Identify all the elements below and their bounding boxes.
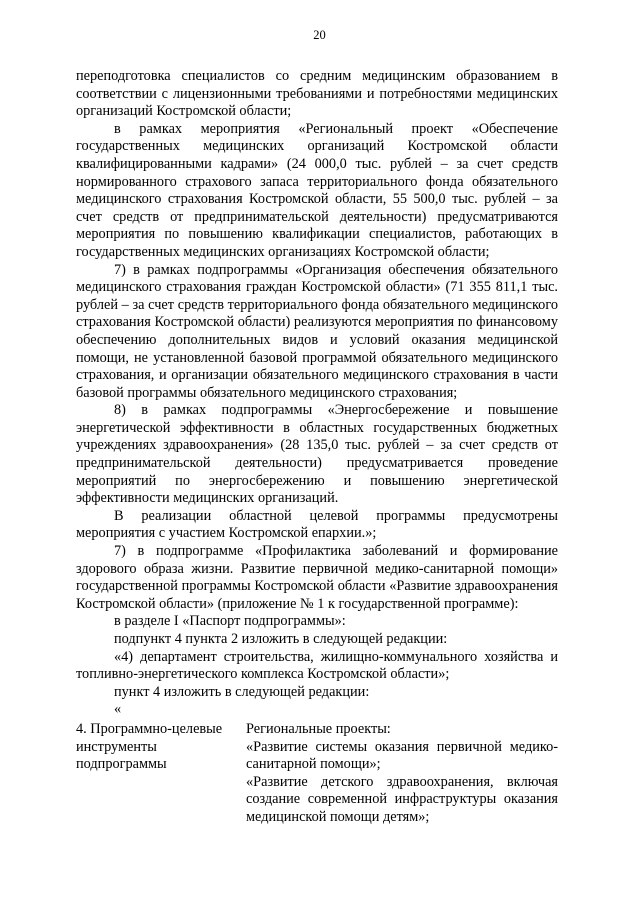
page-number: 20: [313, 28, 326, 42]
paragraph: 8) в рамках подпрограммы «Энергосбережение и повышение энергетической эффективности в областных государственных бюджетных учреждениях здравоохранения» (28 135,0 тыс. рублей – за счет средств от предпринимательской деятельности) предусматривается проведение мероприятий по энергосбережению и повышению энергетической эффективности медицинских организаций.: [76, 402, 558, 507]
table-cell-label: 4. Программно-целевые инструменты подпрограммы: [76, 720, 223, 773]
paragraph: 7) в подпрограмме «Профилактика заболеваний и формирование здорового образа жизни. Развитие первичной медико-санитарной помощи» государственной программы Костромской области «Развитие здравоохранения Костромской области» (приложение № 1 к государственной программе):: [76, 543, 558, 612]
paragraph: в разделе I «Паспорт подпрограммы»:: [114, 613, 346, 630]
document-body: [76, 68, 558, 827]
table-line: «Развитие системы оказания первичной медико-санитарной помощи»;: [246, 738, 558, 773]
paragraph: переподготовка специалистов со средним медицинским образованием в соответствии с лицензионными требованиями и потребностями медицинских организаций Костромской области;: [76, 68, 558, 120]
paragraph: 7) в рамках подпрограммы «Организация обеспечения обязательного медицинского страхования граждан Костромской области» (71 355 811,1 тыс. рублей – за счет средств территориального фонда обязательного медицинского страхования Костромской области) реализуются мероприятия по финансовому обеспечению дополнительных видов и условий оказания медицинской помощи, не установленной базовой программой обязательного медицинского страхования, и организации обязательного медицинского страхования в части базовой программы обязательного медицинского страхования;: [76, 261, 558, 401]
table-cell-content: [246, 721, 558, 827]
opening-quote: «: [114, 701, 122, 718]
paragraph: подпункт 4 пункта 2 изложить в следующей редакции:: [114, 631, 448, 647]
table-line: «Развитие детского здравоохранения, включая создание современной инфраструктуры оказания медицинской помощи детям»;: [246, 773, 558, 825]
paragraph: «4) департамент строительства, жилищно-коммунального хозяйства и топливно-энергетического комплекса Костромской области»;: [76, 648, 558, 683]
paragraph: В реализации областной целевой программы предусмотрены мероприятия с участием Костромской епархии.»;: [76, 507, 558, 542]
passport-table: [76, 721, 558, 827]
paragraph: в рамках мероприятия «Региональный проект «Обеспечение государственных медицинских организаций Костромской области квалифицированными кадрами» (24 000,0 тыс. рублей – за счет средств нормированного страхового запаса территориального фонда обязательного медицинского страхования Костромской области, 55 500,0 тыс. рублей – за счет средств от предпринимательской деятельности) предусматриваются мероприятия по повышению квалификации специалистов, работающих в государственных медицинских организациях Костромской области;: [76, 120, 558, 260]
paragraph: пункт 4 изложить в следующей редакции:: [114, 683, 370, 700]
table-line: Региональные проекты:: [246, 720, 391, 737]
table-row: [76, 721, 558, 827]
